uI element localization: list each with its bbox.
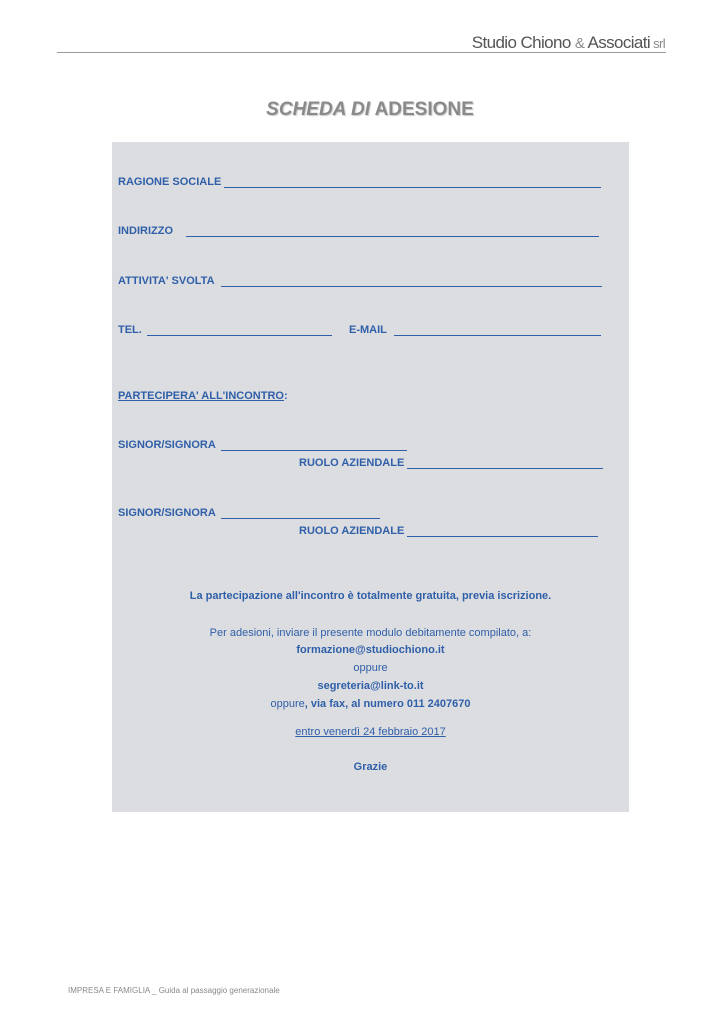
- deadline-text: entro venerdì 24 febbraio 2017: [295, 726, 446, 738]
- indirizzo-label: INDIRIZZO: [118, 225, 173, 237]
- signor1-label: SIGNOR/SIGNORA: [118, 439, 216, 451]
- page-footer: IMPRESA E FAMIGLIA _ Guida al passaggio generazionale: [68, 986, 280, 995]
- indirizzo-field[interactable]: [186, 236, 599, 237]
- title-italic: SCHEDA DI: [266, 99, 370, 120]
- attivita-field[interactable]: [221, 286, 602, 287]
- attivita-label: ATTIVITA' SVOLTA: [118, 275, 215, 287]
- title-normal: ADESIONE: [374, 99, 474, 120]
- ragione-sociale-label: RAGIONE SOCIALE: [118, 176, 222, 188]
- brand-ampersand: &: [574, 35, 585, 52]
- ruolo2-label: RUOLO AZIENDALE: [299, 525, 405, 537]
- page-title: [0, 99, 724, 121]
- form-panel: [112, 142, 629, 812]
- oppure-text-1: oppure: [353, 662, 388, 674]
- signor1-field[interactable]: [221, 450, 407, 451]
- ruolo1-label: RUOLO AZIENDALE: [299, 457, 405, 469]
- email-formazione-link[interactable]: formazione@studiochiono.it: [296, 644, 445, 656]
- ruolo2-field[interactable]: [407, 536, 598, 537]
- fax-line: [112, 697, 629, 711]
- fax-number-text: , via fax, al numero 011 2407670: [304, 698, 471, 710]
- signor2-field[interactable]: [221, 518, 380, 519]
- signor2-label: SIGNOR/SIGNORA: [118, 507, 216, 519]
- partecipera-heading: [118, 390, 288, 403]
- email-field[interactable]: [394, 335, 601, 336]
- header-divider: [57, 52, 666, 53]
- tel-label: TEL.: [118, 324, 142, 336]
- thanks-text: Grazie: [353, 761, 388, 773]
- ragione-sociale-field[interactable]: [224, 187, 601, 188]
- tel-field[interactable]: [147, 335, 332, 336]
- oppure-text-2: oppure: [270, 698, 305, 710]
- instruction-text: Per adesioni, inviare il presente modulo debitamente compilato, a:: [209, 627, 532, 639]
- brand-second: Associati: [587, 33, 651, 52]
- free-participation-note: La partecipazione all'incontro è totalmente gratuita, previa iscrizione.: [189, 590, 552, 602]
- partecipera-text: PARTECIPERA' ALL'INCONTRO: [118, 390, 284, 402]
- ruolo1-field[interactable]: [407, 468, 603, 469]
- partecipera-colon: :: [283, 390, 288, 402]
- brand-main: Studio Chiono: [471, 33, 571, 52]
- email-label: E-MAIL: [349, 324, 387, 336]
- brand-srl: srl: [653, 36, 665, 51]
- company-brand: [472, 33, 665, 53]
- email-segreteria-link[interactable]: segreteria@link-to.it: [317, 680, 424, 692]
